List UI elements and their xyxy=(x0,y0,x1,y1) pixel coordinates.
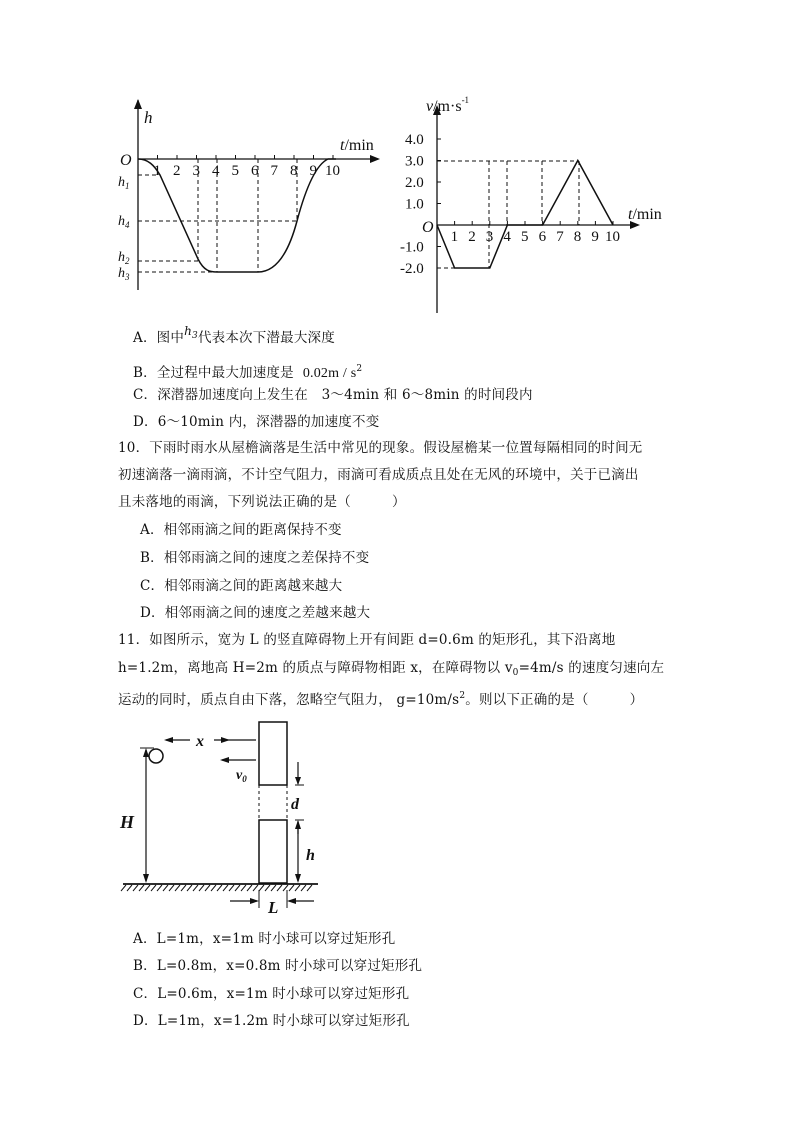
h-label: h xyxy=(306,847,315,864)
q11-option-c: C．L=0.6m，x=1m 时小球可以穿过矩形孔 xyxy=(133,986,410,1002)
hatch-line xyxy=(271,885,276,891)
x-arrow-left xyxy=(164,737,173,743)
x-arrow-right xyxy=(221,737,230,743)
q10-stem-line1: 10．下雨时雨水从屋檐滴落是生活中常见的现象。假设屋檐某一位置每隔相同的时间无 xyxy=(118,440,643,456)
hatch-line xyxy=(169,885,174,891)
hatch-line xyxy=(277,885,282,891)
q9-option-d: D．6～10min 内，深潜器的加速度不变 xyxy=(133,414,380,430)
v-x-tick-label: 6 xyxy=(538,229,547,245)
h3-symbol: $h_3$ xyxy=(184,324,198,341)
v-x-tick-label: 4 xyxy=(503,229,511,245)
hatch-line xyxy=(259,885,264,891)
q10-option-d: D．相邻雨滴之间的速度之差越来越大 xyxy=(140,605,371,621)
q11-option-a: A．L=1m，x=1m 时小球可以穿过矩形孔 xyxy=(133,931,396,947)
x-label: x xyxy=(196,733,204,750)
hatch-line xyxy=(217,885,222,891)
ground-hatching xyxy=(121,885,312,891)
obstacle-diagram xyxy=(118,718,328,918)
h-x-tick-label: 2 xyxy=(173,163,181,179)
hatch-line xyxy=(163,885,168,891)
origin-label: O xyxy=(422,219,434,236)
hatch-line xyxy=(187,885,192,891)
d-label: d xyxy=(291,796,299,813)
H-arrow-bottom xyxy=(143,874,149,883)
hatch-line xyxy=(145,885,150,891)
hatch-line xyxy=(253,885,258,891)
hatch-line xyxy=(139,885,144,891)
h1-label: $h_1$ xyxy=(118,175,130,191)
h3-label: $h_3$ xyxy=(118,266,130,282)
v-x-tick-label: 9 xyxy=(591,229,599,245)
v-x-tick-label: 5 xyxy=(521,229,529,245)
h-x-tick-label: 4 xyxy=(212,163,220,179)
v-x-tick-label: 2 xyxy=(468,229,476,245)
h-x-tick-label: 3 xyxy=(192,163,200,179)
v-y-tick-label: -1.0 xyxy=(400,239,424,256)
v-y-tick-label: 4.0 xyxy=(405,132,424,148)
q9-option-c: C．深潜器加速度向上发生在 3～4min 和 6～8min 的时间段内 xyxy=(133,387,533,403)
q11-option-b: B．L=0.8m，x=0.8m 时小球可以穿过矩形孔 xyxy=(133,958,423,974)
v-x-tick-label: 10 xyxy=(605,229,620,245)
q10-option-c: C．相邻雨滴之间的距离越来越大 xyxy=(140,578,343,594)
hatch-line xyxy=(247,885,252,891)
h-axis-label: h xyxy=(144,108,153,127)
hatch-line xyxy=(295,885,300,891)
q11-option-d: D．L=1m，x=1.2m 时小球可以穿过矩形孔 xyxy=(133,1013,410,1029)
h-x-tick-label: 10 xyxy=(325,163,340,179)
t-axis-label: t/min xyxy=(340,137,374,154)
particle xyxy=(149,749,163,763)
H-label: H xyxy=(120,812,135,832)
L-arrow-right xyxy=(287,898,296,904)
v-x-tick-label: 8 xyxy=(573,229,582,245)
hatch-line xyxy=(211,885,216,891)
v0-arrow xyxy=(220,757,229,763)
velocity-series xyxy=(437,161,613,269)
t-axis-arrow xyxy=(370,155,380,163)
v-y-tick-label: 3.0 xyxy=(405,153,424,170)
hatch-line xyxy=(229,885,234,891)
hatch-line xyxy=(265,885,270,891)
q10-option-b: B．相邻雨滴之间的速度之差保持不变 xyxy=(140,550,370,566)
v-x-tick-label: 1 xyxy=(450,229,459,245)
hatch-line xyxy=(223,885,228,891)
v-axis-label: $v/m\cdot s^{-1}$ xyxy=(426,95,470,115)
v-y-tick-label: 1.0 xyxy=(405,196,424,213)
v-y-ticks xyxy=(400,132,441,277)
hatch-line xyxy=(199,885,204,891)
hatch-line xyxy=(241,885,246,891)
hatch-line xyxy=(175,885,180,891)
t-axis-label: t/min xyxy=(628,206,662,223)
H-arrow-top xyxy=(143,748,149,757)
q10-stem-line2: 初速滴落一滴雨滴，不计空气阻力，雨滴可看成质点且处在无风的环境中，关于已滴出 xyxy=(118,467,639,483)
hatch-line xyxy=(235,885,240,891)
h-x-tick-label: 1 xyxy=(153,163,161,179)
obstacle-upper xyxy=(259,722,287,785)
hatch-line xyxy=(151,885,156,891)
hatch-line xyxy=(157,885,162,891)
h-arrow-top xyxy=(295,820,301,829)
q11-stem-line3: 运动的同时，质点自由下落，忽略空气阻力， $g=10m/s^2$。则以下正确的是（ ） xyxy=(118,691,644,708)
h-x-tick-label: 6 xyxy=(251,163,259,179)
hatch-line xyxy=(205,885,210,891)
hatch-line xyxy=(181,885,186,891)
h-axis-arrow xyxy=(134,99,142,109)
q10-option-a: A．相邻雨滴之间的距离保持不变 xyxy=(140,522,342,538)
q9-option-a: A．图中$h_3$代表本次下潜最大深度 xyxy=(133,324,335,346)
origin-label: O xyxy=(120,152,132,169)
d-arrow-top xyxy=(295,777,301,785)
h-x-tick-label: 5 xyxy=(231,163,239,179)
q9-option-b: B．全过程中最大加速度是 $0.02m / s^2$ xyxy=(133,364,363,381)
v0-label: $v_0$ xyxy=(236,768,247,784)
hatch-line xyxy=(301,885,306,891)
v-x-tick-label: 3 xyxy=(485,229,494,245)
v-x-tick-label: 7 xyxy=(556,229,564,245)
hatch-line xyxy=(193,885,198,891)
h2-label: $h_2$ xyxy=(118,250,130,266)
h4-label: $h_4$ xyxy=(118,214,130,230)
hatch-line xyxy=(133,885,138,891)
h-t-graph xyxy=(110,95,400,295)
v-y-tick-label: -2.0 xyxy=(400,261,424,277)
h-x-tick-label: 9 xyxy=(309,163,317,179)
obstacle-lower xyxy=(259,820,287,883)
hatch-line xyxy=(307,885,312,891)
hatch-line xyxy=(127,885,132,891)
q11-stem-line1: 11．如图所示，宽为 L 的竖直障碍物上开有间距 d=0.6m 的矩形孔，其下沿离地 xyxy=(118,632,616,648)
h-x-tick-label: 7 xyxy=(270,163,278,179)
v-guides xyxy=(437,161,579,268)
h-arrow-bottom xyxy=(295,874,301,883)
h-x-tick-label: 8 xyxy=(290,163,298,179)
q11-stem-line2: h=1.2m，离地高 H=2m 的质点与障碍物相距 x，在障碍物以 $v_0=4m/s$ 的速度匀速向左 xyxy=(118,660,665,678)
L-arrow-left xyxy=(250,898,259,904)
hatch-line xyxy=(121,885,126,891)
v-y-tick-label: 2.0 xyxy=(405,175,424,191)
hatch-line xyxy=(289,885,294,891)
v-t-graph xyxy=(400,95,670,315)
L-label: L xyxy=(268,898,279,917)
q10-stem-line3: 且未落地的雨滴，下列说法正确的是（ ） xyxy=(118,494,406,510)
